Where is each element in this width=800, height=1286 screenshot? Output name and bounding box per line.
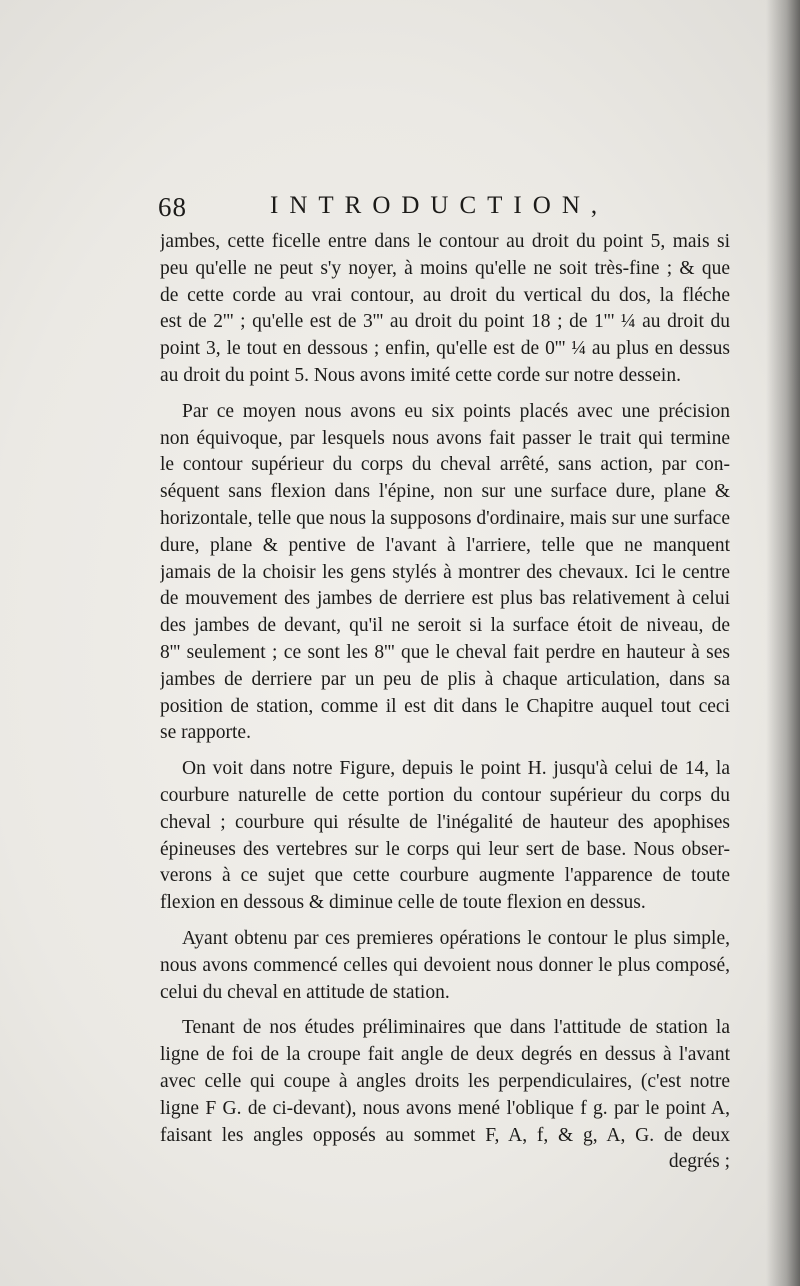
- text-line: le contour supérieur du corps du cheval arrêté, sans action, par con-: [160, 454, 730, 476]
- text-line: non équivoque, par lesquels nous avons fait passer le trait qui termine: [160, 427, 730, 449]
- text-line: est de 2''' ; qu'elle est de 3''' au droit du point 18 ; de 1''' ¼ au droit du: [160, 311, 730, 333]
- text-line: celui du cheval en attitude de station.: [160, 981, 450, 1003]
- text-line: au droit du point 5. Nous avons imité cette corde sur notre dessein.: [160, 364, 681, 386]
- text-line: se rapporte.: [160, 722, 251, 744]
- text-line: Par ce moyen nous avons eu six points placés avec une précision: [182, 400, 730, 422]
- text-line: verons à ce sujet que cette courbure augmente l'apparence de toute: [160, 865, 730, 887]
- text-line: horizontale, telle que nous la supposons d'ordinaire, mais sur une surface: [160, 507, 730, 529]
- catchword: degrés ;: [668, 1151, 730, 1173]
- text-line: On voit dans notre Figure, depuis le point H. jusqu'à celui de 14, la: [182, 758, 730, 780]
- text-line: séquent sans flexion dans l'épine, non sur une surface dure, plane &: [160, 481, 730, 503]
- running-header: [158, 190, 728, 226]
- body-text: [160, 229, 730, 1176]
- text-line: point 3, le tout en dessous ; enfin, qu'elle est de 0''' ¼ au plus en dessus: [160, 338, 730, 360]
- text-line: de mouvement des jambes de derriere est plus bas relativement à celui: [160, 588, 730, 610]
- text-line: 8''' seulement ; ce sont les 8''' que le cheval fait perdre en hauteur à ses: [160, 641, 730, 663]
- text-line: flexion en dessous & diminue celle de toute flexion en dessus.: [160, 892, 646, 914]
- paragraph: [160, 229, 730, 390]
- text-line: jambes de derriere par un peu de plis à chaque articulation, dans sa: [160, 668, 730, 690]
- text-line: dure, plane & pentive de l'avant à l'arriere, telle que ne manquent: [160, 534, 730, 556]
- text-line: avec celle qui coupe à angles droits les perpendiculaires, (c'est notre: [160, 1070, 730, 1092]
- text-line: ligne de foi de la croupe fait angle de deux degrés en dessus à l'avant: [160, 1044, 730, 1066]
- paragraph: [160, 756, 730, 917]
- text-line: ligne F G. de ci-devant), nous avons mené l'oblique f g. par le point A,: [160, 1097, 730, 1119]
- text-line: des jambes de devant, qu'il ne seroit si la surface étoit de niveau, de: [160, 615, 730, 637]
- page-edge-shadow: [766, 0, 800, 1286]
- text-line: épineuses des vertebres sur le corps qui leur sert de base. Nous obser-: [160, 838, 730, 860]
- paragraph: [160, 1015, 730, 1149]
- text-line: Tenant de nos études préliminaires que dans l'attitude de station la: [182, 1017, 730, 1039]
- text-line: jambes, cette ficelle entre dans le contour au droit du point 5, mais si: [160, 231, 730, 252]
- paragraph: [160, 399, 730, 747]
- text-line: Ayant obtenu par ces premieres opérations le contour le plus simple,: [182, 927, 730, 949]
- text-line: de cette corde au vrai contour, au droit du vertical du dos, la fléche: [160, 284, 730, 306]
- text-line: jamais de la choisir les gens stylés à montrer des chevaux. Ici le centre: [160, 561, 730, 583]
- page-number: 68: [158, 192, 187, 222]
- text-line: faisant les angles opposés au sommet F, A, f, & g, A, G. de deux: [160, 1124, 730, 1146]
- text-line: cheval ; courbure qui résulte de l'inégalité de hauteur des apophises: [160, 811, 730, 833]
- text-line: courbure naturelle de cette portion du contour supérieur du corps du: [160, 784, 730, 806]
- text-line: nous avons commencé celles qui devoient nous donner le plus composé,: [160, 954, 730, 976]
- text-line: position de station, comme il est dit dans le Chapitre auquel tout ceci: [160, 695, 730, 717]
- paragraph: [160, 926, 730, 1006]
- text-line: peu qu'elle ne peut s'y noyer, à moins qu'elle ne soit très-fine ; & que: [160, 257, 730, 279]
- running-title: INTRODUCTION,: [270, 192, 609, 219]
